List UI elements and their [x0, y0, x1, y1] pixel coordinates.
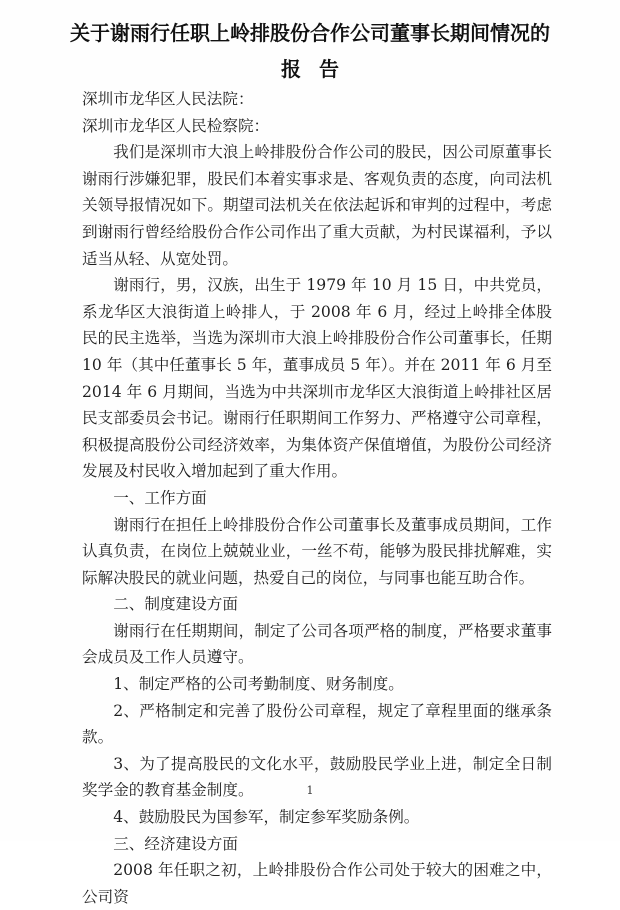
addressee-procuratorate: 深圳市龙华区人民检察院：	[82, 116, 270, 135]
economy-paragraph: 2008 年任职之初，上岭排股份合作公司处于较大的困难之中，公司资	[82, 861, 552, 906]
system-paragraph: 谢雨行在任期期间，制定了公司各项严格的制度，严格要求董事会成员及工作人员遵守。	[82, 621, 552, 667]
section-heading-economy: 三、经济建设方面	[113, 834, 238, 853]
addressee-court: 深圳市龙华区人民法院：	[82, 90, 254, 108]
section-heading-system: 二、制度建设方面	[113, 595, 238, 614]
list-item: 3、为了提高股民的文化水平，鼓励股民学业上进，制定全日制奖学金的教育基金制度。	[82, 754, 552, 800]
page-number: 1	[306, 784, 314, 797]
report-subtitle: 报告	[281, 57, 357, 81]
section-heading-work: 一、工作方面	[113, 488, 207, 507]
work-paragraph: 谢雨行在担任上岭排股份合作公司董事长及董事成员期间，工作认真负责，在岗位上兢兢业业，一丝不苟，能够为股民排扰解难，实际解决股民的就业问题，热爱自己的岗位，与同事也能互助合作。	[82, 515, 552, 587]
intro-paragraph: 我们是深圳市大浪上岭排股份合作公司的股民，因公司原董事长谢雨行涉嫌犯罪，股民们本着实事求是、客观负责的态度，向司法机关领导报情况如下。期望司法机关在依法起诉和审判的过程中，考虑到谢雨行曾经给股份合作公司作出了重大贡献，为村民谋福利，予以适当从轻、从宽处罚。	[82, 143, 552, 268]
list-item: 4、鼓励股民为国参军，制定参军奖励条例。	[113, 808, 420, 827]
list-item: 2、严格制定和完善了股份公司章程，规定了章程里面的继承条款。	[82, 701, 552, 747]
biography-paragraph: 谢雨行，男，汉族，出生于 1979 年 10 月 15 日，中共党员，系龙华区大浪街道上岭排人，于 2008 年 6 月，经过上岭排全体股民的民主选举，当选为深圳市大浪上岭排股份合作公司董事长，任期 10 年（其中任董事长 5 年，董事成员 5 年）。并在 2011 年 6 月至 2014 年 6 月期间，当选为中共深圳市龙华区大浪街道上岭排社区居民支部委员会书记。谢雨行任职期间工作努力、严格遵守公司章程，积极提高股份公司经济效率，为集体资产保值增值，为股份公司经济发展及村民收入增加起到了重大作用。	[82, 276, 552, 481]
report-title: 关于谢雨行任职上岭排股份合作公司董事长期间情况的	[70, 21, 550, 45]
list-item: 1、制定严格的公司考勤制度、财务制度。	[113, 675, 404, 694]
